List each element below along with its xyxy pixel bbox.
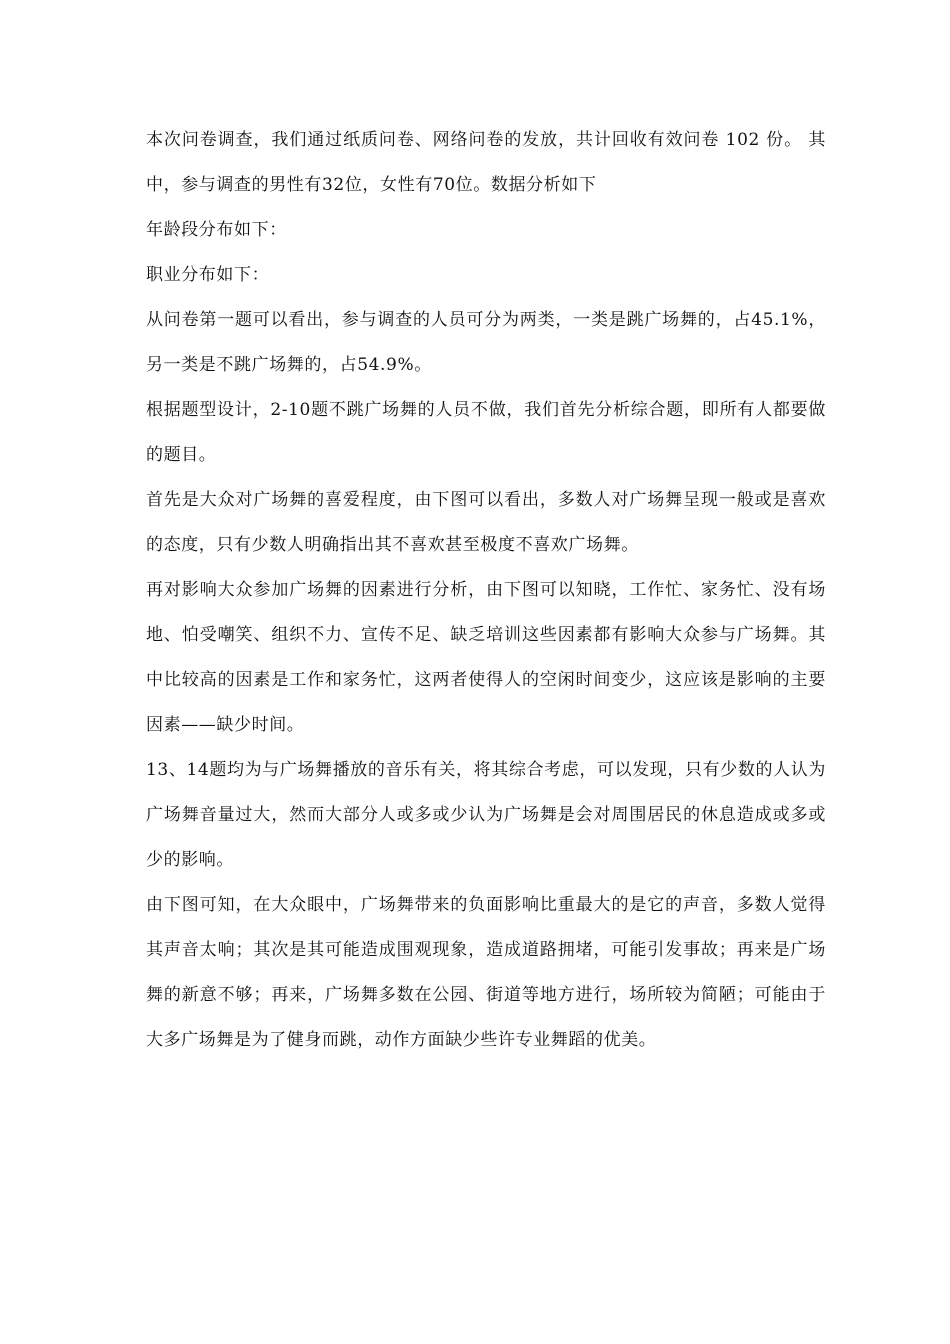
paragraph-survey-intro: 本次问卷调查，我们通过纸质问卷、网络问卷的发放，共计回收有效问卷 102 份。 其中，参与调查的男性有32位，女性有70位。数据分析如下 [146,130,826,195]
paragraph-question-one: 从问卷第一题可以看出，参与调查的人员可分为两类，一类是跳广场舞的，占45.1%，另一类是不跳广场舞的，占54.9%。 [146,310,826,375]
paragraph-factors: 再对影响大众参加广场舞的因素进行分析，由下图可以知晓，工作忙、家务忙、没有场地、怕受嘲笑、组织不力、宣传不足、缺乏培训这些因素都有影响大众参与广场舞。其中比较高的因素是工作和家务忙，这两者使得人的空闲时间变少，这应该是影响的主要因素——缺少时间。 [146,580,826,735]
paragraph-occupation-distribution: 职业分布如下： [146,265,270,285]
paragraph-age-distribution: 年龄段分布如下： [146,220,287,240]
paragraph-preference: 首先是大众对广场舞的喜爱程度，由下图可以看出，多数人对广场舞呈现一般或是喜欢的态度，只有少数人明确指出其不喜欢甚至极度不喜欢广场舞。 [146,490,826,555]
paragraph-music: 13、14题均为与广场舞播放的音乐有关，将其综合考虑，可以发现，只有少数的人认为广场舞音量过大，然而大部分人或多或少认为广场舞是会对周围居民的休息造成或多或少的影响。 [146,760,826,870]
document-body [146,118,826,1063]
paragraph-question-design: 根据题型设计，2-10题不跳广场舞的人员不做，我们首先分析综合题，即所有人都要做的题目。 [146,400,826,465]
paragraph-negative-impact: 由下图可知，在大众眼中，广场舞带来的负面影响比重最大的是它的声音，多数人觉得其声音太响；其次是其可能造成围观现象，造成道路拥堵，可能引发事故；再来是广场舞的新意不够；再来，广场舞多数在公园、街道等地方进行，场所较为简陋；可能由于大多广场舞是为了健身而跳，动作方面缺少些许专业舞蹈的优美。 [146,895,826,1050]
